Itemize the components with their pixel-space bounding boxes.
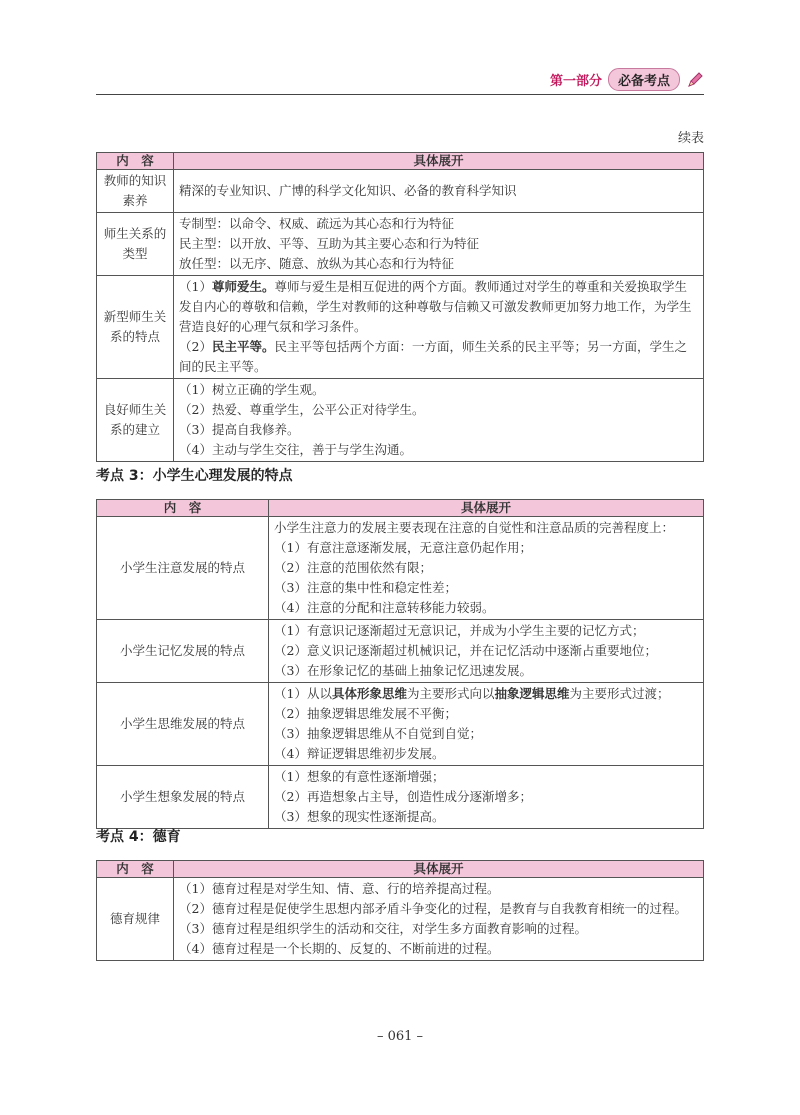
bold-term: 尊师爱生。 [211,279,275,294]
table-row [97,683,704,766]
row-detail [174,170,704,213]
detail-line: （2）注意的范围依然有限； [274,560,432,575]
line-text: 为主要形式过渡； [569,686,670,701]
detail-line: （2）再造想象占主导，创造性成分逐渐增多； [274,789,532,804]
detail-line: （3）注意的集中性和稳定性差； [274,580,457,595]
detail-line: （1）有意注意逐渐发展，无意注意仍起作用； [274,540,532,555]
part-label: 第一部分 [549,74,602,89]
table-row [97,878,704,961]
detail-line: （1）想象的有意性逐渐增强； [274,769,445,784]
line-text: 为主要形式向以 [406,686,495,701]
col-header-content: 内 容 [97,861,174,878]
col-header-content: 内 容 [97,153,174,170]
detail-line: （2）抽象逻辑思维发展不平衡； [274,706,457,721]
item-number: （2） [179,339,212,354]
row-detail [269,683,704,766]
table-row [97,517,704,620]
pencil-icon [686,71,704,89]
col-header-content: 内 容 [97,500,269,517]
table-teacher-relationship [96,152,704,462]
row-label: 小学生思维发展的特点 [97,683,269,766]
row-label: 小学生想象发展的特点 [97,766,269,829]
detail-line: （3）提高自我修养。 [179,422,300,437]
detail-line: （2）意义识记逐渐超过机械识记，并在记忆活动中逐渐占重要地位； [274,643,657,658]
row-detail [269,517,704,620]
row-detail [174,213,704,276]
line-text: （1）从以 [274,686,332,701]
detail-line [274,684,698,704]
row-label: 新型师生关系的特点 [97,276,174,379]
table-row [97,620,704,683]
row-label: 小学生记忆发展的特点 [97,620,269,683]
bold-term: 具体形象思维 [331,686,407,701]
detail-line: （4）德育过程是一个长期的、反复的、不断前进的过程。 [179,941,500,956]
bold-term: 民主平等。 [211,339,275,354]
section-title-4: 考点 4：德育 [96,829,181,845]
detail-line: （3）想象的现实性逐渐提高。 [274,809,445,824]
section-badge: 必备考点 [608,68,680,91]
paragraph-text: 民主平等包括两个方面：一方面，师生关系的民主平等；另一方面，学生之间的民主平等。 [179,339,687,374]
detail-line: 放任型：以无序、随意、放纵为其心态和行为特征 [179,256,455,271]
detail-line: （2）德育过程是促使学生思想内部矛盾斗争变化的过程，是教育与自我教育相统一的过程。 [179,901,687,916]
detail-line: 民主型：以开放、平等、互助为其主要心态和行为特征 [179,236,480,251]
row-detail [174,878,704,961]
table-moral-education [96,860,704,961]
row-detail [269,766,704,829]
detail-line: （1）树立正确的学生观。 [179,382,325,397]
detail-line: （3）在形象记忆的基础上抽象记忆迅速发展。 [274,663,532,678]
row-label: 教师的知识素养 [97,170,174,213]
row-label: 小学生注意发展的特点 [97,517,269,620]
detail-line: 精深的专业知识、广博的科学文化知识、必备的教育科学知识 [179,183,517,198]
item-number: （1） [179,279,212,294]
detail-line: （4）主动与学生交往，善于与学生沟通。 [179,442,412,457]
detail-line: 专制型：以命令、权威、疏远为其心态和行为特征 [179,216,455,231]
row-label: 师生关系的类型 [97,213,174,276]
col-header-detail: 具体展开 [269,500,704,517]
table-row [97,379,704,462]
bold-term: 抽象逻辑思维 [494,686,570,701]
row-detail [174,276,704,379]
table-header-row [97,861,704,878]
page-header [96,62,704,95]
detail-paragraph [179,277,698,337]
detail-line: （1）有意识记逐渐超过无意识记，并成为小学生主要的记忆方式； [274,623,645,638]
detail-line: （1）德育过程是对学生知、情、意、行的培养提高过程。 [179,881,500,896]
table-row [97,213,704,276]
header-badge-group [550,68,704,91]
table-header-row [97,500,704,517]
row-label: 德育规律 [97,878,174,961]
row-label: 良好师生关系的建立 [97,379,174,462]
page-number: – 061 – [376,1029,424,1044]
detail-line: （4）辩证逻辑思维初步发展。 [274,746,445,761]
col-header-detail: 具体展开 [174,861,704,878]
detail-line: （4）注意的分配和注意转移能力较弱。 [274,600,495,615]
detail-line: （3）抽象逻辑思维从不自觉到自觉； [274,726,482,741]
table-row [97,766,704,829]
paragraph-text: 尊师与爱生是相互促进的两个方面。教师通过对学生的尊重和关爱换取学生发自内心的尊敬和信赖，学生对教师的这种尊敬与信赖又可激发教师更加努力地工作，为学生营造良好的心理气氛和学习条件。 [179,279,692,334]
table-row [97,170,704,213]
row-detail [269,620,704,683]
section-title-3: 考点 3：小学生心理发展的特点 [96,468,293,484]
table-header-row [97,153,704,170]
detail-line: （3）德育过程是组织学生的活动和交往，对学生多方面教育影响的过程。 [179,921,587,936]
table-row [97,276,704,379]
row-detail [174,379,704,462]
table-child-psychology [96,499,704,829]
col-header-detail: 具体展开 [174,153,704,170]
detail-paragraph [179,337,698,377]
continued-label: 续表 [677,131,704,146]
detail-line: 小学生注意力的发展主要表现在注意的自觉性和注意品质的完善程度上： [274,520,675,535]
detail-line: （2）热爱、尊重学生，公平公正对待学生。 [179,402,425,417]
